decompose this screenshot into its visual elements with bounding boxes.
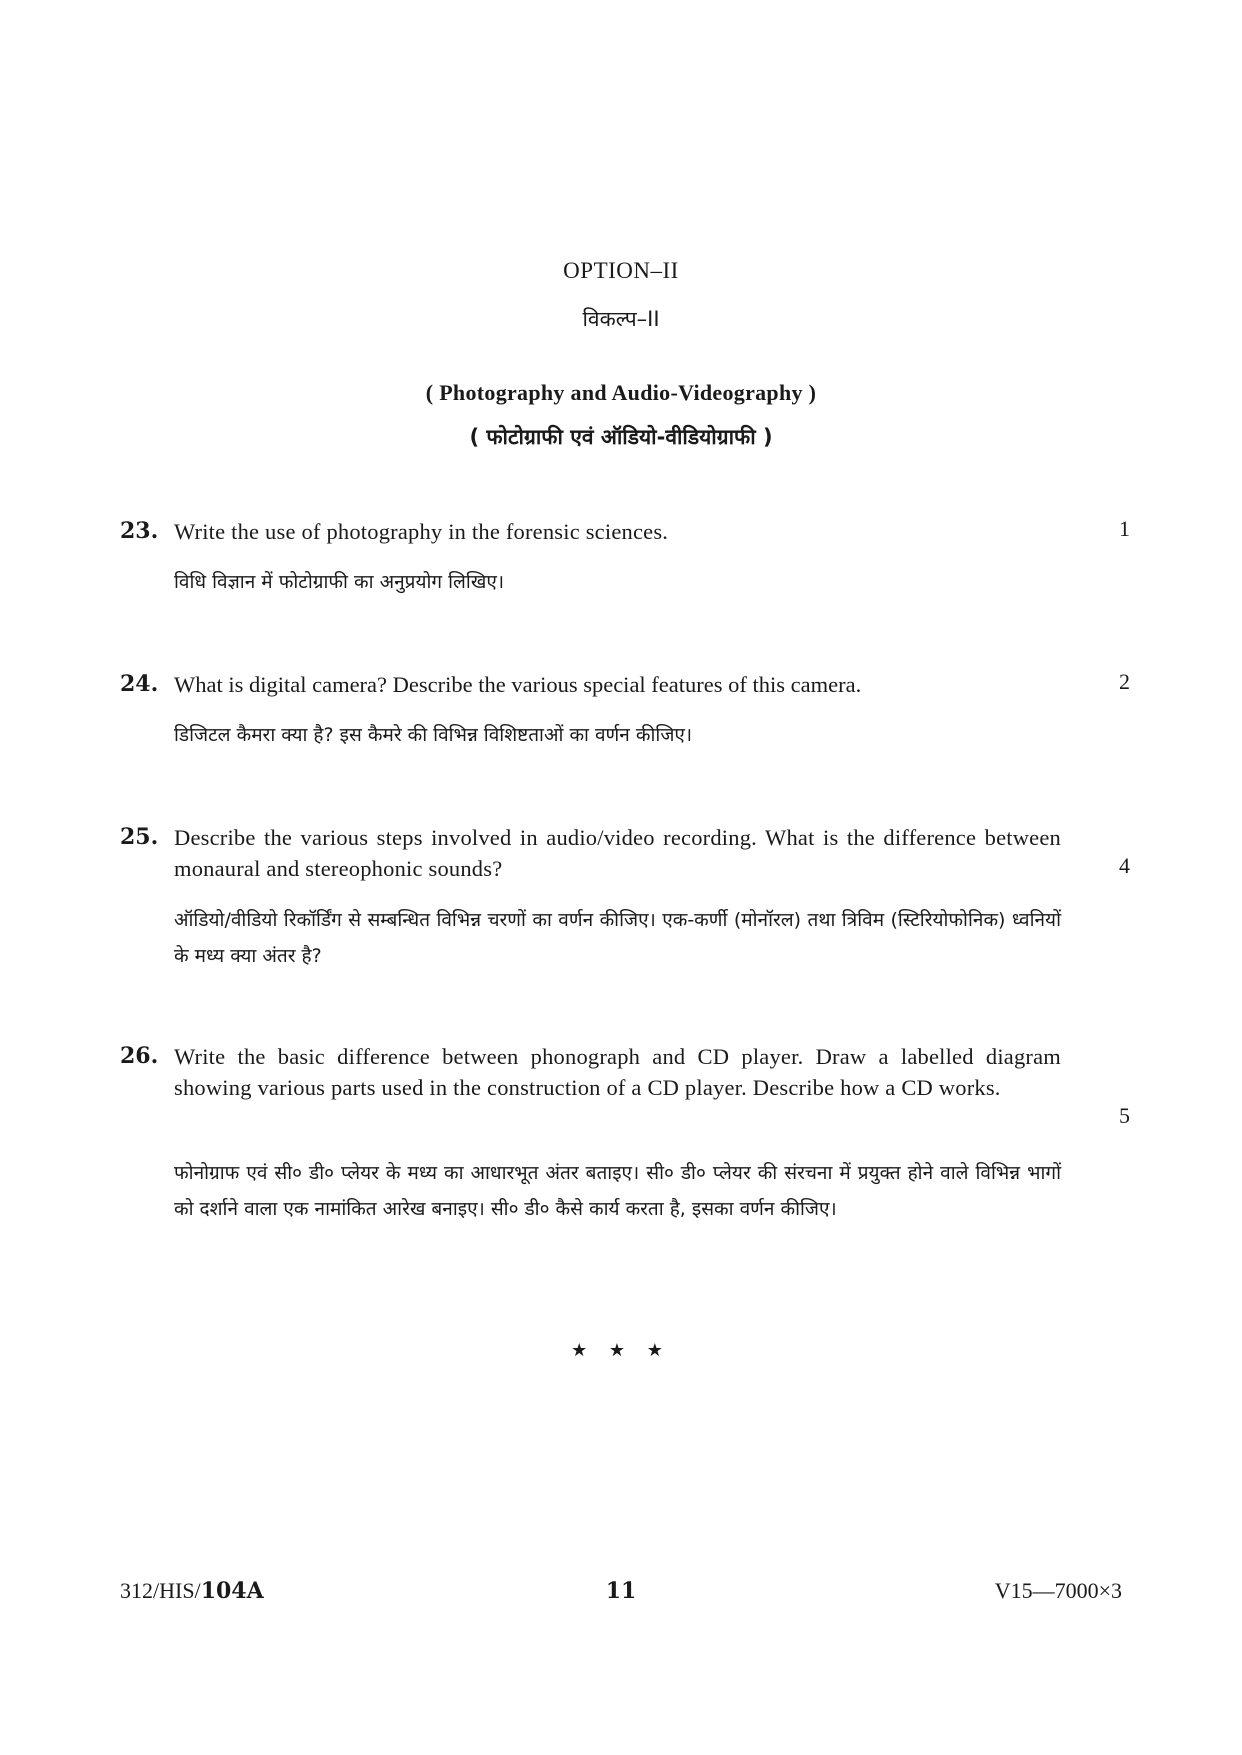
question-text-hindi: विधि विज्ञान में फोटोग्राफी का अनुप्रयोग लिखिए।	[174, 571, 505, 593]
subject-title: ( Photography and Audio-Videography )	[425, 380, 817, 405]
end-of-section-stars: ★ ★ ★	[571, 1340, 671, 1361]
question-marks: 4	[1119, 853, 1130, 878]
question-text-hindi: डिजिटल कैमरा क्या है? इस कैमरे की विभिन्न विशिष्टताओं का वर्णन कीजिए।	[174, 724, 693, 746]
question-text-english: Write the basic difference between phonograph and CD player. Draw a labelled diagram showing various parts used in the construction of a CD player. Describe how a CD works.	[174, 1044, 1061, 1100]
question-number: 24.	[120, 671, 159, 697]
option-title: OPTION–II	[563, 258, 679, 283]
question-text-english: Write the use of photography in the forensic sciences.	[174, 519, 669, 544]
print-code: V15—7000×3	[994, 1578, 1122, 1603]
question-marks: 1	[1119, 516, 1130, 541]
question-marks: 5	[1119, 1103, 1130, 1128]
question-number: 26.	[120, 1043, 159, 1069]
question-text-hindi: ऑडियो/वीडियो रिकॉर्डिंग से सम्बन्धित विभिन्न चरणों का वर्णन कीजिए। एक-कर्णी (मोनॉरल) तथा त्रिविम (स्टिरियोफोनिक) ध्वनियों के मध्य क्या अंतर है?	[174, 909, 1061, 967]
question-number: 25.	[120, 824, 159, 850]
question-text-hindi: फोनोग्राफ एवं सी० डी० प्लेयर के मध्य का आधारभूत अंतर बताइए। सी० डी० प्लेयर की संरचना में प्रयुक्त होने वाले विभिन्न भागों को दर्शाने वाला एक नामांकित आरेख बनाइए। सी० डी० कैसे कार्य करता है, इसका वर्णन कीजिए।	[174, 1162, 1061, 1220]
question-number: 23.	[120, 518, 159, 544]
question-marks: 2	[1119, 669, 1130, 694]
paper-code-bold: 104A	[200, 1578, 264, 1604]
page-number: 11	[605, 1578, 637, 1604]
subject-title-hindi: ( फोटोग्राफी एवं ऑडियो-वीडियोग्राफी )	[469, 425, 773, 449]
question-text-english: Describe the various steps involved in audio/video recording. What is the difference between monaural and stereophonic sounds?	[174, 825, 1061, 881]
question-text-english: What is digital camera? Describe the various special features of this camera.	[174, 672, 862, 697]
option-title-hindi: विकल्प–II	[582, 307, 660, 331]
paper-code-prefix: 312/HIS/	[120, 1578, 201, 1603]
